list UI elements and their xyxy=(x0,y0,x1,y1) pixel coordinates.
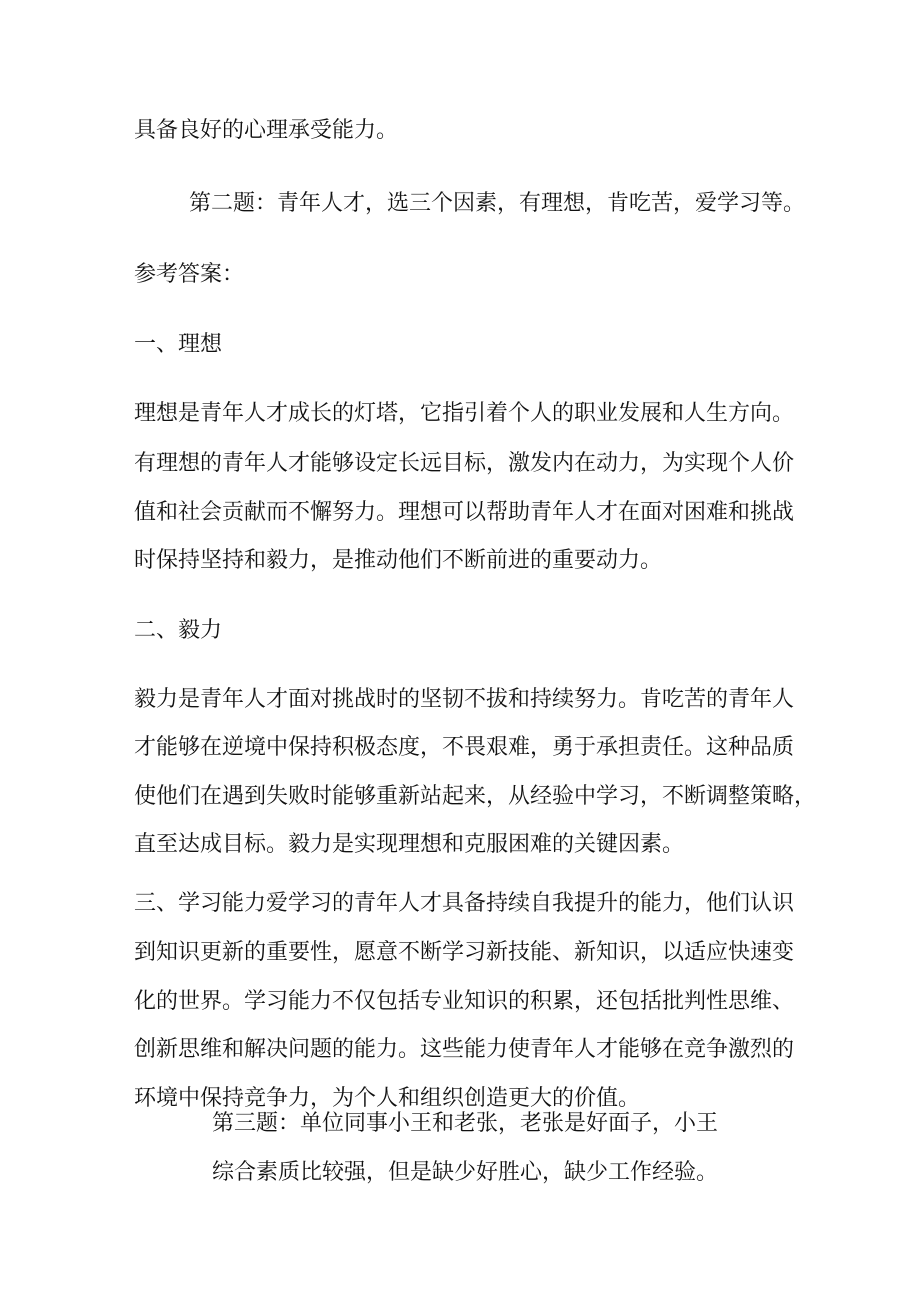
paragraph-perseverance-line: 使他们在遇到失败时能够重新站起来，从经验中学习，不断调整策略， xyxy=(134,784,817,809)
paragraph-learning-line: 到知识更新的重要性，愿意不断学习新技能、新知识，以适应快速变 xyxy=(134,940,795,965)
question-three-line: 第三题：单位同事小王和老张，老张是好面子，小王 xyxy=(212,1111,719,1136)
paragraph-ideal-line: 值和社会贡献而不懈努力。理想可以帮助青年人才在面对困难和挑战 xyxy=(134,500,795,525)
paragraph-learning-line: 三、学习能力爱学习的青年人才具备持续自我提升的能力，他们认识 xyxy=(134,891,795,916)
paragraph-learning-line: 环境中保持竞争力，为个人和组织创造更大的价值。 xyxy=(134,1086,641,1111)
question-three-line: 综合素质比较强，但是缺少好胜心，缺少工作经验。 xyxy=(212,1160,719,1185)
paragraph-perseverance-line: 才能够在逆境中保持积极态度，不畏艰难，勇于承担责任。这种品质 xyxy=(134,735,795,760)
paragraph-ideal-line: 理想是青年人才成长的灯塔，它指引着个人的职业发展和人生方向。 xyxy=(134,401,795,426)
section-heading-ideal: 一、理想 xyxy=(134,332,223,357)
paragraph-ideal-line: 时保持坚持和毅力，是推动他们不断前进的重要动力。 xyxy=(134,548,663,573)
paragraph-perseverance-line: 直至达成目标。毅力是实现理想和克服困难的关键因素。 xyxy=(134,832,685,857)
paragraph-learning-line: 化的世界。学习能力不仅包括专业知识的积累，还包括批判性思维、 xyxy=(134,989,795,1014)
paragraph-learning-line: 创新思维和解决问题的能力。这些能力使青年人才能够在竞争激烈的 xyxy=(134,1037,795,1062)
section-heading-perseverance: 二、毅力 xyxy=(134,618,223,643)
paragraph-perseverance-line: 毅力是青年人才面对挑战时的坚韧不拔和持续努力。肯吃苦的青年人 xyxy=(134,687,795,712)
question-two-heading: 第二题：青年人才，选三个因素，有理想，肯吃苦，爱学习等。 xyxy=(189,191,806,216)
text-line-intro: 具备良好的心理承受能力。 xyxy=(134,118,399,143)
paragraph-ideal-line: 有理想的青年人才能够设定长远目标，激发内在动力，为实现个人价 xyxy=(134,451,795,476)
reference-answer-label: 参考答案： xyxy=(134,262,245,287)
